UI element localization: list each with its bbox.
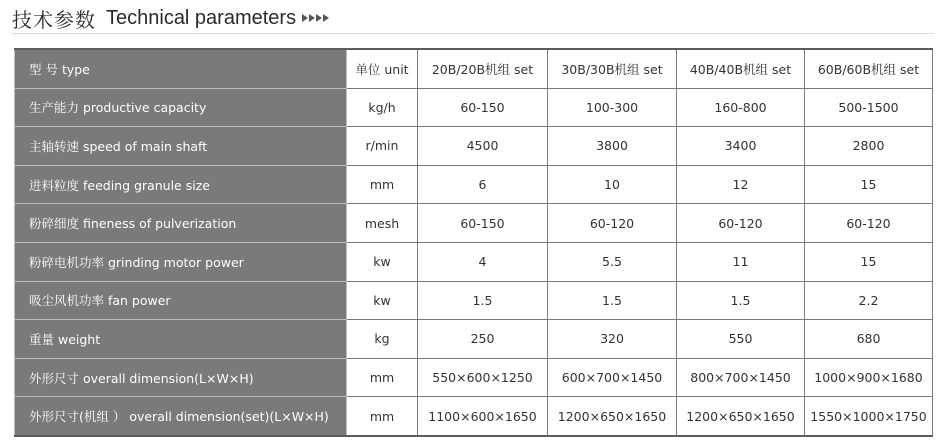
value-cell: 1550×1000×1750: [805, 397, 933, 436]
value-cell: 1200×650×1650: [548, 397, 677, 436]
table-row-shaft-speed: [15, 127, 933, 166]
value-cell: 15: [805, 165, 933, 204]
row-label: 吸尘风机功率 fan power: [15, 281, 347, 320]
value-cell: 6: [418, 165, 548, 204]
arrow-decoration-icon: [302, 14, 329, 22]
table-row-fan-power: [15, 281, 933, 320]
value-cell: 160-800: [677, 88, 805, 127]
table-row-set-dimension: [15, 397, 933, 436]
unit-cell: kg: [347, 320, 418, 359]
value-cell: 3400: [677, 127, 805, 166]
unit-cell: mesh: [347, 204, 418, 243]
value-cell: 800×700×1450: [677, 358, 805, 397]
value-cell: 1.5: [677, 281, 805, 320]
table-row-overall-dimension: [15, 358, 933, 397]
value-cell: 30B/30B机组 set: [548, 49, 677, 88]
unit-cell: kw: [347, 242, 418, 281]
value-cell: 15: [805, 242, 933, 281]
value-cell: 5.5: [548, 242, 677, 281]
value-cell: 1100×600×1650: [418, 397, 548, 436]
value-cell: 320: [548, 320, 677, 359]
value-cell: 40B/40B机组 set: [677, 49, 805, 88]
value-cell: 60B/60B机组 set: [805, 49, 933, 88]
table-row-motor-power: [15, 242, 933, 281]
unit-cell: mm: [347, 397, 418, 436]
value-cell: 4500: [418, 127, 548, 166]
row-label: 外形尺寸 overall dimension(L×W×H): [15, 358, 347, 397]
unit-cell: kg/h: [347, 88, 418, 127]
value-cell: 680: [805, 320, 933, 359]
row-label: 粉碎电机功率 grinding motor power: [15, 242, 347, 281]
row-label: 型 号 type: [15, 49, 347, 88]
value-cell: 550: [677, 320, 805, 359]
value-cell: 2.2: [805, 281, 933, 320]
value-cell: 1200×650×1650: [677, 397, 805, 436]
value-cell: 550×600×1250: [418, 358, 548, 397]
table-row-type: [15, 49, 933, 88]
value-cell: 60-120: [548, 204, 677, 243]
parameters-table: [14, 48, 933, 437]
value-cell: 1000×900×1680: [805, 358, 933, 397]
title-divider: [12, 33, 934, 34]
value-cell: 3800: [548, 127, 677, 166]
unit-cell: r/min: [347, 127, 418, 166]
value-cell: 60-150: [418, 88, 548, 127]
value-cell: 60-120: [805, 204, 933, 243]
value-cell: 600×700×1450: [548, 358, 677, 397]
value-cell: 12: [677, 165, 805, 204]
value-cell: 1.5: [548, 281, 677, 320]
value-cell: 20B/20B机组 set: [418, 49, 548, 88]
value-cell: 11: [677, 242, 805, 281]
value-cell: 4: [418, 242, 548, 281]
value-cell: 1.5: [418, 281, 548, 320]
row-label: 生产能力 productive capacity: [15, 88, 347, 127]
table-row-fineness: [15, 204, 933, 243]
table-row-capacity: [15, 88, 933, 127]
unit-cell: kw: [347, 281, 418, 320]
title-english: Technical parameters: [106, 6, 297, 29]
row-label: 主轴转速 speed of main shaft: [15, 127, 347, 166]
row-label: 外形尺寸(机组 ） overall dimension(set)(L×W×H): [15, 397, 347, 436]
row-label: 粉碎细度 fineness of pulverization: [15, 204, 347, 243]
value-cell: 250: [418, 320, 548, 359]
table-row-granule-size: [15, 165, 933, 204]
value-cell: 500-1500: [805, 88, 933, 127]
unit-cell: mm: [347, 165, 418, 204]
unit-cell: mm: [347, 358, 418, 397]
title-chinese: 技术参数: [12, 7, 96, 32]
value-cell: 100-300: [548, 88, 677, 127]
value-cell: 60-120: [677, 204, 805, 243]
value-cell: 2800: [805, 127, 933, 166]
table-row-weight: [15, 320, 933, 359]
row-label: 重量 weight: [15, 320, 347, 359]
value-cell: 60-150: [418, 204, 548, 243]
unit-cell: 单位 unit: [347, 49, 418, 88]
section-title: [12, 4, 932, 32]
row-label: 进料粒度 feeding granule size: [15, 165, 347, 204]
value-cell: 10: [548, 165, 677, 204]
